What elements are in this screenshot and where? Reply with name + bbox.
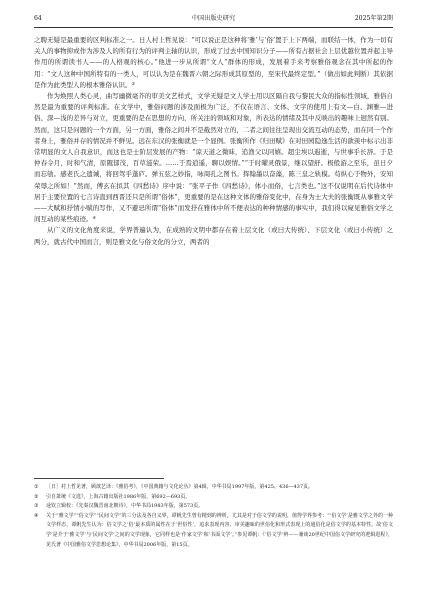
footnote: [34, 502, 393, 512]
footnote-ref-4[interactable]: ④: [92, 215, 97, 221]
footnote: [34, 493, 393, 503]
footnote-mark: ③: [34, 503, 39, 510]
running-header: [34, 13, 393, 25]
footnote-text: 关于“雅文学”“俗文学”“民间文学”的三分法及各自义界，谭帆先生曾有精到的辨析，尤其是对于俗文学的说明，值得学界参考：“‘俗文学’是雅文学之外的一种文学样态，谭帆先生认为：俗文学之‘俗’最本质的属性在于‘世俗性’，追求表现内容、审美趣味的世俗化和形式表现上的通俗化是俗文学的基本特性。故‘俗文学’是介于‘雅文学’与‘民间文学’之间的文学现象，它同样也是‘作家文学’和‘书面文学’。”参见谭帆：《‘俗文学’辨——兼谈20世纪中国俗文学研究的逻辑进程》，见氏著《中国雅俗文学思想论集》，中华书局2006年版，第15页。: [46, 512, 393, 548]
page-number: 64: [34, 15, 42, 22]
paragraph-1-text: 之聘无疑是最重要的区判标准之一。日人村上哲见说：“可以说正是这种将‘雅’与‘俗’置于上下两端，而联结一体，作为一切有关人的事物抑或作为涉及人的所有行为的评判主轴的认识，形成了过去中国知识分子——所有占据社会上层优越位置并起主导作用的所谓读书人——的人格观的核心。”他进一步从所谓“文人”群体的形成，发展着手来考察雅俗观念在其中所起的作用：“文人这种中国所特有的一类人，可以认为是在魏晋六朝之际形成其原型的，至宋代最终定型。”（做出如此判断）其依据是作为此类型人的根本雅俗认识。: [34, 36, 393, 89]
footnote-text: ［日］村上哲见著，顾歆艺译：《雅俗考》，《中国典籍与文化论丛》第4辑，中华书局1997年版，第425、436—437页。: [46, 484, 314, 490]
footnote-mark: ②: [34, 493, 39, 500]
footnotes: [34, 483, 393, 550]
paragraph-3-text: 从广义的文化角度来说，学界普遍认为，在成熟的文明中都存在着上层文化（或曰大传统）、下层文化（或曰小传统）之两分，就古代中国而言，则是雅文化与俗文化的分立，两者的: [34, 226, 393, 246]
footnote: [34, 483, 393, 493]
footnote: [34, 512, 393, 550]
footnote-text: 逯钦立辑校：《先秦汉魏晋南北朝诗》，中华书局1983年版，第573页。: [46, 503, 204, 510]
paragraph-1: [34, 35, 393, 91]
header-rule: [34, 27, 393, 28]
footnote-mark: ①: [34, 484, 39, 490]
footnote-mark: ④: [34, 512, 39, 519]
paragraph-3: [34, 225, 393, 247]
body-text: [34, 35, 393, 248]
paragraph-2-text: 作为焕照人类心灵，曲写幽微毫芥的审美文艺样式，文学无疑是文人学士用以区隔自我与黎民大众的指标性领域，雅俗自然是最为重要的评判标准。在文学中，雅俗问题的涉及面极为广泛，不仅在语言、文体、文字的使用上有文—白、渊雅—进俗、深—浅的差异与对立，更重要的是在思想的方向，所关注的领域和对象，所表达的情绪及其中反映出的趣味上迥然有别。然而，这只是问题的一个方面，另一方面，雅俗之间并不是截然对立的，二者之间往往呈现出交流互动的态势，而在同一个作者身上，雅俗并存的情况并不鲜见。远在东汉的张衡就是一个显例。张衡所作《归田赋》在对田园隐逸生活的歆羡中标示出非常明显的文人自我意识，而这也是士阶层发展的产物：“谅天道之微昧，追渔父以同嬉。超尘埃以遐逝，与世事乎长辞。于是仲春令月，时和气清，原隰郁茂，百草滋荣。……于焉逍遥，聊以娱情。”“于时曜灵俄景，继以望舒。极般游之至乐，虽日夕而忘劬。感老氏之遗诫，将回驾乎蓬庐。弹五弦之妙指，咏周孔之图书。挥翰墨以奋藻，陈三皇之轨模。苟纵心于物外，安知荣辱之所如！”然而，傅玄在拟其《四愁诗》序中说：“张平子作《四愁诗》，体小而俗，七言类也。”这不仅说明在后代诗体中居于主要位置的七言诗直到西晋还只是所谓“俗体”，更重要的是在这种文体的雅俗变化中，在身为士大夫的张衡既从事雅文学——大赋和抒情小赋的写作，又不避忌所谓“俗体”而发抒在雅体中所不便表达的种种情感的事实中，我们得以窥见雅俗文学之间互动的某些痕迹。: [34, 92, 393, 224]
journal-title: 中国出版史研究: [191, 15, 236, 22]
issue-label: 2025年第2期: [354, 15, 393, 22]
footnote-text: 引自萧统《文选》，上海古籍出版社1986年版，第692—693页。: [46, 493, 191, 500]
footnote-ref-2[interactable]: ②: [131, 80, 136, 86]
footnote-rule: [34, 478, 164, 479]
paragraph-2: [34, 91, 393, 225]
